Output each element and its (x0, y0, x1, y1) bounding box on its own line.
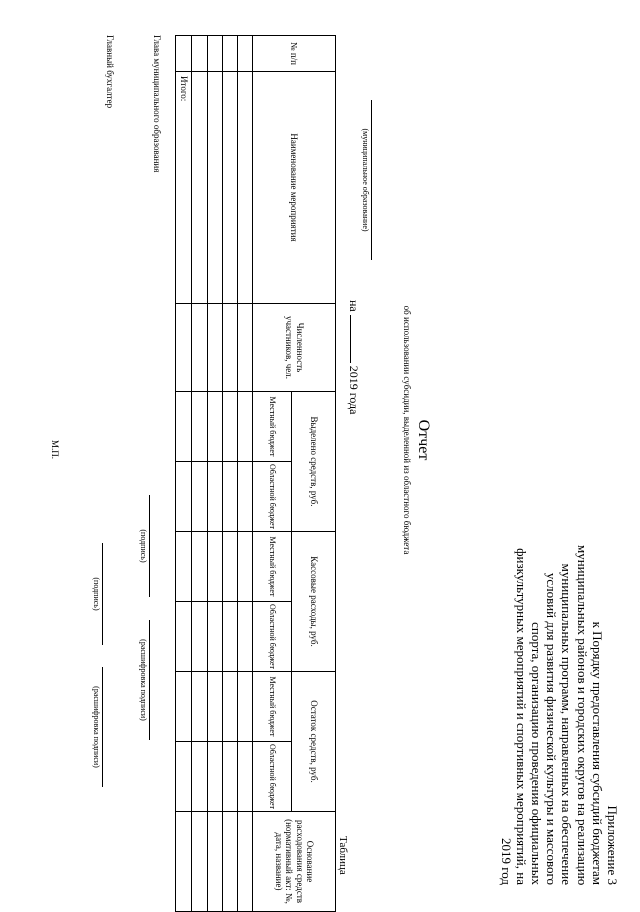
table-cell[interactable] (207, 532, 222, 602)
table-cell[interactable] (238, 392, 253, 462)
table-cell[interactable] (238, 462, 253, 532)
table-cell[interactable] (207, 462, 222, 532)
header-expense-basis: Основание расходования средств (нормативный акт: №, дата, название) (253, 812, 336, 912)
header-remaining-funds: Остаток средств, руб. (292, 672, 336, 812)
head-of-municipality-label: Глава муниципального образования (152, 35, 162, 173)
head-decryption-line[interactable] (149, 620, 150, 740)
table-row[interactable] (207, 36, 222, 912)
table-cell[interactable] (192, 72, 207, 304)
appendix-line: муниципальных программ, направленных на обеспечение (559, 563, 575, 885)
appendix-line: к Порядку предоставления субсидий бюджетам (589, 621, 605, 885)
header-num: № п/п (253, 36, 336, 72)
table-total-row[interactable] (176, 36, 192, 912)
table-cell[interactable] (222, 602, 237, 672)
head-signature-line[interactable] (149, 495, 150, 597)
appendix-line: физкультурных мероприятий и спортивных мероприятий, на (513, 548, 529, 885)
table-cell[interactable] (222, 392, 237, 462)
table-cell[interactable] (176, 672, 192, 742)
head-signature-caption: (подпись) (139, 529, 148, 563)
table-cell[interactable] (238, 36, 253, 72)
table-cell[interactable] (207, 36, 222, 72)
subheader-allocated-regional: Областной бюджет (253, 462, 292, 532)
table-cell[interactable] (207, 72, 222, 304)
table-header-row (292, 36, 336, 912)
table-cell[interactable] (222, 532, 237, 602)
header-allocated-funds: Выделено средств, руб. (292, 392, 336, 532)
subsidy-report-table (175, 35, 336, 912)
table-cell[interactable] (176, 304, 192, 392)
table-cell[interactable] (238, 812, 253, 912)
municipality-caption: (муниципальное образование) (361, 128, 370, 232)
accountant-decryption-caption: (расшифровка подписи) (92, 686, 101, 768)
table-cell[interactable] (222, 36, 237, 72)
table-cell[interactable] (207, 812, 222, 912)
accountant-signature-line[interactable] (102, 543, 103, 645)
table-cell[interactable] (192, 532, 207, 602)
table-row[interactable] (238, 36, 253, 912)
table-cell[interactable] (238, 672, 253, 742)
subheader-remaining-local: Местный бюджет (253, 672, 292, 742)
accountant-signature-caption: (подпись) (92, 577, 101, 611)
appendix-line: Приложение 3 (605, 805, 620, 885)
table-cell[interactable] (222, 72, 237, 304)
table-cell[interactable] (192, 36, 207, 72)
table-cell[interactable] (222, 462, 237, 532)
table-cell[interactable] (176, 392, 192, 462)
subheader-remaining-regional: Областной бюджет (253, 742, 292, 812)
total-label: Итого: (176, 72, 192, 304)
appendix-line: спорта, организацию проведения официальных (528, 622, 544, 885)
table-cell[interactable] (176, 812, 192, 912)
report-title: Отчет (415, 419, 432, 461)
subheader-allocated-local: Местный бюджет (253, 392, 292, 462)
table-cell[interactable] (176, 532, 192, 602)
subheader-cash-regional: Областной бюджет (253, 602, 292, 672)
table-cell[interactable] (238, 532, 253, 602)
table-cell[interactable] (192, 392, 207, 462)
table-cell[interactable] (238, 602, 253, 672)
table-cell[interactable] (207, 672, 222, 742)
table-cell[interactable] (176, 462, 192, 532)
report-subtitle: об использовании субсидии, выделенной из областного бюджета (402, 305, 412, 555)
table-label: Таблица (337, 836, 349, 875)
table-cell[interactable] (222, 812, 237, 912)
table-cell[interactable] (222, 304, 237, 392)
table-cell[interactable] (207, 602, 222, 672)
table-cell[interactable] (192, 742, 207, 812)
header-participants: Численность участников, чел. (253, 304, 336, 392)
table-cell[interactable] (192, 462, 207, 532)
table-row[interactable] (192, 36, 207, 912)
total-num-cell[interactable] (176, 36, 192, 72)
appendix-line: условий для развития физической культуры и массового (544, 572, 560, 885)
table-cell[interactable] (192, 602, 207, 672)
subheader-cash-local: Местный бюджет (253, 532, 292, 602)
stamp-place-label: М.П. (50, 440, 60, 460)
table-cell[interactable] (207, 392, 222, 462)
table-cell[interactable] (192, 672, 207, 742)
period-blank-field[interactable] (350, 315, 351, 363)
report-period (346, 300, 361, 600)
period-prefix: на (347, 300, 361, 312)
table-cell[interactable] (207, 304, 222, 392)
table-row[interactable] (222, 36, 237, 912)
accountant-decryption-line[interactable] (102, 667, 103, 787)
appendix-line: муниципальных районов и городских округов на реализацию (574, 545, 590, 886)
table-cell[interactable] (176, 602, 192, 672)
table-cell[interactable] (207, 742, 222, 812)
appendix-header (498, 545, 620, 885)
chief-accountant-label: Главный бухгалтер (105, 35, 115, 109)
table-cell[interactable] (222, 742, 237, 812)
appendix-line: 2019 год (498, 838, 514, 885)
header-cash-expenses: Кассовые расходы, руб. (292, 532, 336, 672)
table-cell[interactable] (238, 72, 253, 304)
table-cell[interactable] (222, 672, 237, 742)
period-suffix: 2019 года (347, 365, 361, 415)
table-cell[interactable] (192, 304, 207, 392)
table-cell[interactable] (238, 742, 253, 812)
header-event-name: Наименование мероприятия (253, 72, 336, 304)
municipality-blank-line[interactable] (371, 100, 372, 260)
table-cell[interactable] (176, 742, 192, 812)
table-cell[interactable] (192, 812, 207, 912)
head-decryption-caption: (расшифровка подписи) (139, 639, 148, 721)
table-cell[interactable] (238, 304, 253, 392)
